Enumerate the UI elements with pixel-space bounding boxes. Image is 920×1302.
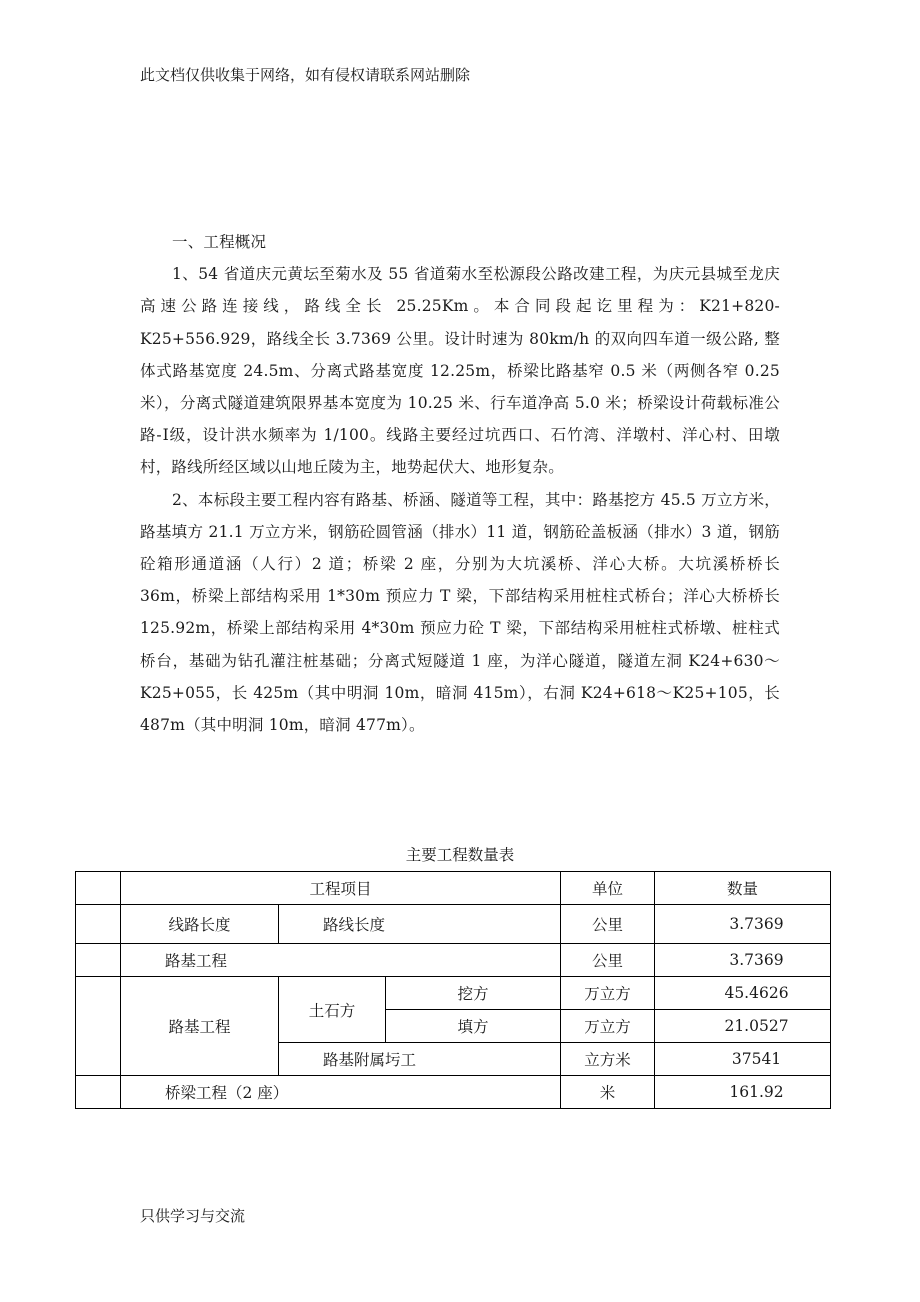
- cell-subgroup: 土石方: [279, 977, 386, 1043]
- cell-unit: 公里: [561, 905, 655, 944]
- header-item: 工程项目: [121, 872, 561, 905]
- footer-note: 只供学习与交流: [140, 1207, 246, 1225]
- table-cell-index: [76, 944, 121, 977]
- table-row: [76, 1076, 831, 1109]
- header-note: 此文档仅供收集于网络，如有侵权请联系网站删除: [140, 66, 471, 84]
- section-heading: 一、工程概况: [172, 233, 267, 251]
- header-qty: 数量: [655, 872, 831, 905]
- document-body: [140, 226, 780, 741]
- cell-unit: 公里: [561, 944, 655, 977]
- cell-qty: 37541: [655, 1043, 831, 1076]
- table-cell-index: [76, 872, 121, 905]
- cell-unit: 立方米: [561, 1043, 655, 1076]
- cell-qty: 3.7369: [655, 905, 831, 944]
- cell-category: 桥梁工程（2 座）: [121, 1076, 561, 1109]
- cell-subitem: 填方: [386, 1010, 561, 1043]
- cell-unit: 万立方: [561, 977, 655, 1010]
- table-title: 主要工程数量表: [405, 846, 515, 864]
- cell-category: 线路长度: [121, 905, 279, 944]
- cell-qty: 45.4626: [655, 977, 831, 1010]
- paragraph-2: 2、本标段主要工程内容有路基、桥涵、隧道等工程，其中：路基挖方 45.5 万立方米，路基填方 21.1 万立方米，钢筋砼圆管涵（排水）11 道，钢筋砼盖板涵（排水）3 道，钢筋砼箱形通道涵（人行）2 道；桥梁 2 座，分别为大坑溪桥、洋心大桥。大坑溪桥桥长 36m，桥梁上部结构采用 1*30m 预应力 T 梁，下部结构采用桩柱式桥台；洋心大桥桥长 125.92m，桥梁上部结构采用 4*30m 预应力砼 T 梁，下部结构采用桩柱式桥墩、桩柱式桥台，基础为钻孔灌注桩基础；分离式短隧道 1 座，为洋心隧道，隧道左洞 K24+630～K25+055，长 425m（其中明洞 10m，暗洞 415m），右洞 K24+618～K25+105，长 487m（其中明洞 10m，暗洞 477m）。: [140, 490, 780, 735]
- cell-qty: 21.0527: [655, 1010, 831, 1043]
- cell-qty: 161.92: [655, 1076, 831, 1109]
- cell-subitem: 路线长度: [279, 905, 561, 944]
- table-row: [76, 905, 831, 944]
- table-header-row: [76, 872, 831, 905]
- paragraph-1: 1、54 省道庆元黄坛至菊水及 55 省道菊水至松源段公路改建工程，为庆元县城至龙庆高速公路连接线，路线全长 25.25Km。本合同段起讫里程为：K21+820-K25+556.929，路线全长 3.7369 公里。设计时速为 80km/h 的双向四车道一级公路, 整体式路基宽度 24.5m、分离式路基宽度 12.25m，桥梁比路基窄 0.5 米（两侧各窄 0.25 米），分离式隧道建筑限界基本宽度为 10.25 米、行车道净高 5.0 米；桥梁设计荷载标准公路-Ⅰ级，设计洪水频率为 1/100。线路主要经过坑西口、石竹湾、洋墩村、洋心村、田墩村，路线所经区域以山地丘陵为主，地势起伏大、地形复杂。: [140, 265, 780, 477]
- table-cell-index: [76, 977, 121, 1076]
- cell-category: 路基工程: [121, 944, 561, 977]
- table-cell-index: [76, 1076, 121, 1109]
- cell-unit: 万立方: [561, 1010, 655, 1043]
- cell-qty: 3.7369: [655, 944, 831, 977]
- table-row: [76, 944, 831, 977]
- table-row: [76, 977, 831, 1010]
- quantity-table: [75, 871, 831, 1109]
- cell-unit: 米: [561, 1076, 655, 1109]
- cell-subitem: 挖方: [386, 977, 561, 1010]
- table-cell-index: [76, 905, 121, 944]
- cell-category: 路基工程: [121, 977, 279, 1076]
- header-unit: 单位: [561, 872, 655, 905]
- cell-subitem: 路基附属圬工: [279, 1043, 561, 1076]
